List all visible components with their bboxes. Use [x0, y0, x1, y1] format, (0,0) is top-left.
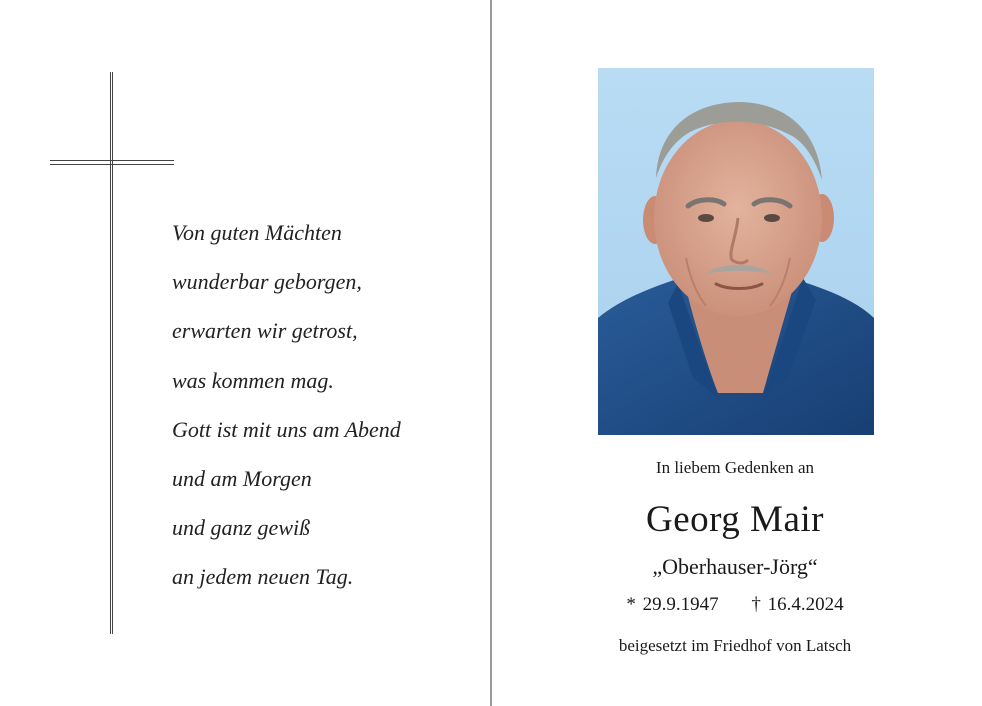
poem-line: und ganz gewiß	[172, 515, 311, 541]
burial-note: beigesetzt im Friedhof von Latsch	[618, 636, 852, 655]
cross-horizontal-beam	[50, 160, 174, 165]
poem-line: Von guten Mächten	[172, 220, 342, 245]
deceased-nickname: „Oberhauser-Jörg“	[652, 554, 818, 579]
poem-line: an jedem neuen Tag.	[172, 564, 354, 590]
birth-date: * 29.9.1947	[626, 594, 719, 615]
poem-line: wunderbar geborgen,	[172, 269, 362, 295]
cross-vertical-beam	[110, 72, 113, 634]
fold-line	[490, 0, 492, 706]
poem-line: und am Morgen	[172, 466, 312, 492]
poem-line: erwarten wir getrost,	[172, 318, 358, 344]
poem-line: was kommen mag.	[172, 367, 334, 393]
life-dates	[560, 594, 910, 616]
poem	[172, 208, 401, 602]
death-date: † 16.4.2024	[751, 594, 844, 615]
memorial-intro: In liebem Gedenken an	[655, 458, 815, 477]
poem-line: Gott ist mit uns am Abend	[172, 416, 401, 442]
deceased-name: Georg Mair	[646, 499, 824, 540]
portrait-photo	[598, 68, 874, 435]
